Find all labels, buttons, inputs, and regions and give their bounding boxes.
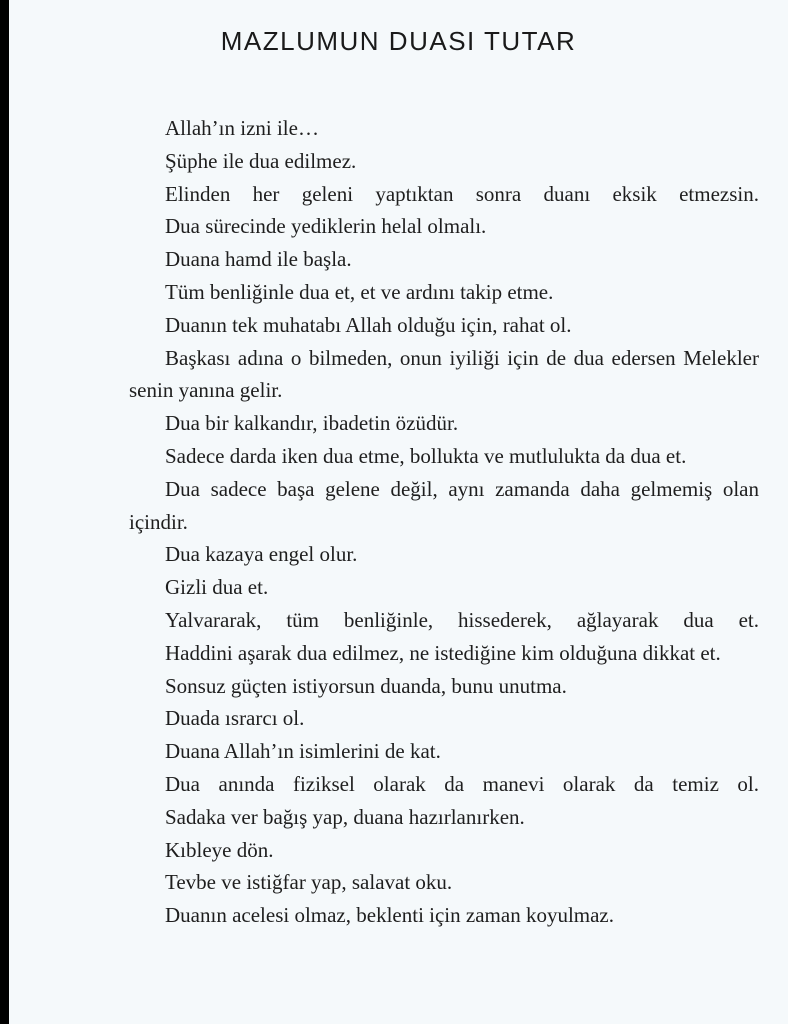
paragraph: Duanın tek muhatabı Allah olduğu için, rahat ol. bbox=[165, 312, 572, 337]
paragraph: Duana Allah’ın isimlerini de kat. bbox=[165, 739, 441, 764]
paragraph: Duada ısrarcı ol. bbox=[165, 706, 305, 731]
paragraph: Kıbleye dön. bbox=[165, 837, 274, 862]
paragraph: Sonsuz güçten istiyorsun duanda, bunu unutma. bbox=[165, 673, 567, 698]
paragraph: Gizli dua et. bbox=[165, 575, 269, 600]
paragraph: Tüm benliğinle dua et, et ve ardını takip etme. bbox=[165, 279, 554, 304]
paragraph: Allah’ın izni ile… bbox=[165, 116, 319, 140]
paragraph: Dua sürecinde yediklerin helal olmalı. bbox=[165, 214, 487, 239]
paragraph: Haddini aşarak dua edilmez, ne istediğine kim olduğuna dikkat et. bbox=[165, 640, 721, 665]
chapter-title: MAZLUMUN DUASI TUTAR bbox=[220, 26, 577, 56]
paragraph: Dua sadece başa gelene değil, aynı zamanda daha gelmemiş olan içindir. bbox=[129, 476, 759, 534]
paragraph: Sadaka ver bağış yap, duana hazırlanırken. bbox=[165, 804, 525, 829]
book-page bbox=[9, 0, 788, 1024]
paragraph: Sadece darda iken dua etme, bollukta ve mutlulukta da dua et. bbox=[165, 443, 687, 468]
paragraph: Şüphe ile dua edilmez. bbox=[165, 148, 357, 173]
paragraph: Dua bir kalkandır, ibadetin özüdür. bbox=[165, 411, 459, 436]
paragraph: Başkası adına o bilmeden, onun iyiliği için de dua edersen Melekler senin yanına gelir. bbox=[129, 345, 759, 403]
body-text bbox=[129, 112, 759, 932]
paragraph: Dua anında fiziksel olarak da manevi olarak da temiz ol. bbox=[165, 771, 759, 796]
paragraph: Tevbe ve istiğfar yap, salavat oku. bbox=[165, 870, 453, 895]
paragraph: Dua kazaya engel olur. bbox=[165, 542, 358, 567]
paragraph: Elinden her geleni yaptıktan sonra duanı eksik etmezsin. bbox=[165, 181, 759, 206]
paragraph: Yalvararak, tüm benliğinle, hissederek, ağlayarak dua et. bbox=[165, 607, 759, 632]
paragraph: Duana hamd ile başla. bbox=[165, 247, 352, 272]
paragraph: Duanın acelesi olmaz, beklenti için zaman koyulmaz. bbox=[165, 903, 614, 928]
